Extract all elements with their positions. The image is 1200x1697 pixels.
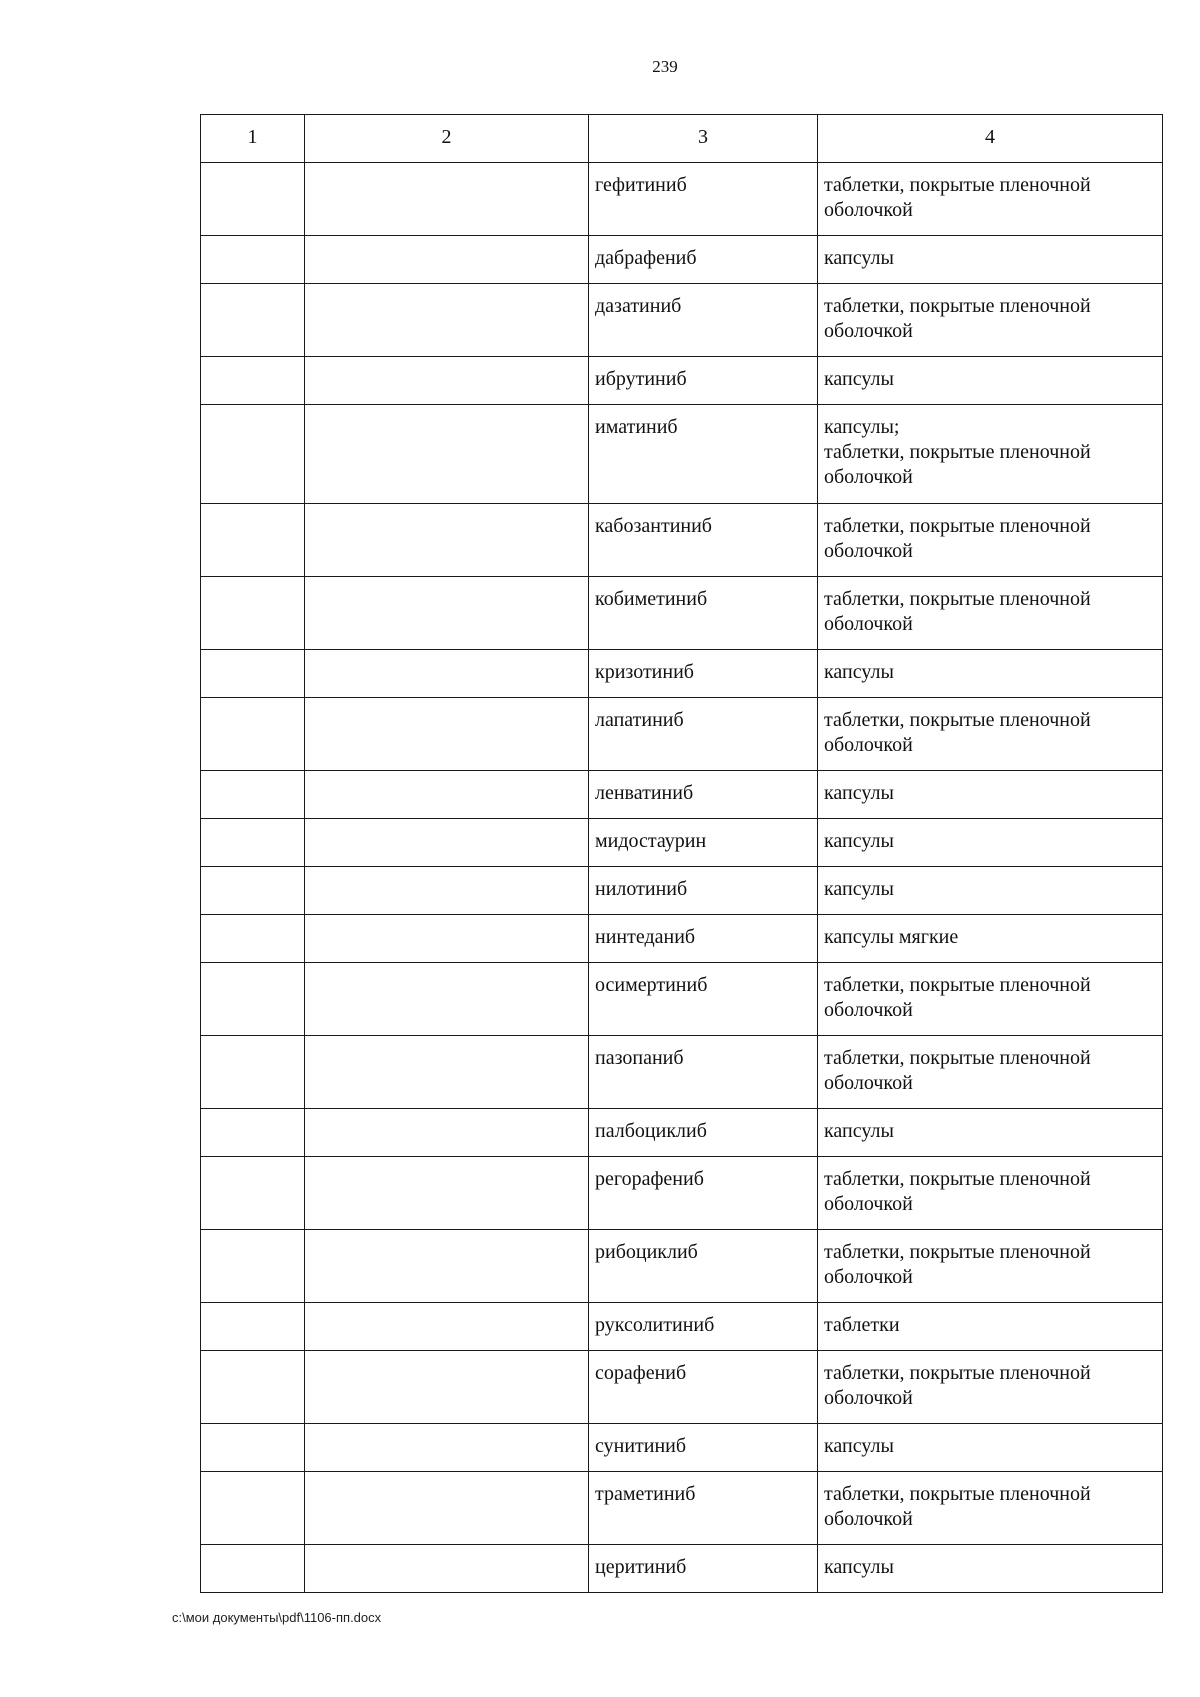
row-cell-col2 (305, 405, 589, 504)
table-row (201, 867, 1163, 915)
dosage-form-cell: капсулы (818, 771, 1163, 819)
table-row (201, 1351, 1163, 1424)
row-cell-col1 (201, 650, 305, 698)
dosage-form-cell: таблетки, покрытые пленочной оболочкой (818, 698, 1163, 771)
table-row (201, 1424, 1163, 1472)
drug-table (200, 114, 1163, 1593)
table-row (201, 163, 1163, 236)
table-row (201, 1230, 1163, 1303)
row-cell-col2 (305, 357, 589, 405)
table-body (201, 163, 1163, 1593)
row-cell-col1 (201, 163, 305, 236)
dosage-form-cell: таблетки, покрытые пленочной оболочкой (818, 1157, 1163, 1230)
drug-name-cell: гефитиниб (589, 163, 818, 236)
drug-name-cell: кобиметиниб (589, 577, 818, 650)
drug-name-cell: ленватиниб (589, 771, 818, 819)
drug-name-cell: нинтеданиб (589, 915, 818, 963)
row-cell-col2 (305, 1424, 589, 1472)
row-cell-col2 (305, 915, 589, 963)
row-cell-col2 (305, 650, 589, 698)
table-row (201, 577, 1163, 650)
column-header-1: 1 (201, 115, 305, 163)
table-row (201, 650, 1163, 698)
drug-name-cell: дабрафениб (589, 236, 818, 284)
column-header-3: 3 (589, 115, 818, 163)
table-row (201, 1303, 1163, 1351)
row-cell-col2 (305, 771, 589, 819)
drug-name-cell: мидостаурин (589, 819, 818, 867)
table-row (201, 819, 1163, 867)
row-cell-col1 (201, 236, 305, 284)
row-cell-col1 (201, 405, 305, 504)
dosage-form-cell: таблетки, покрытые пленочной оболочкой (818, 284, 1163, 357)
dosage-form-cell: таблетки, покрытые пленочной оболочкой (818, 963, 1163, 1036)
table-row (201, 504, 1163, 577)
row-cell-col1 (201, 1424, 305, 1472)
dosage-form-cell: таблетки, покрытые пленочной оболочкой (818, 1230, 1163, 1303)
table-header-row (201, 115, 1163, 163)
dosage-form-cell: капсулы (818, 1545, 1163, 1593)
drug-name-cell: траметиниб (589, 1472, 818, 1545)
row-cell-col1 (201, 698, 305, 771)
row-cell-col2 (305, 236, 589, 284)
drug-name-cell: сунитиниб (589, 1424, 818, 1472)
dosage-form-cell: капсулы (818, 1109, 1163, 1157)
row-cell-col2 (305, 577, 589, 650)
dosage-form-cell: таблетки, покрытые пленочной оболочкой (818, 163, 1163, 236)
table-row (201, 1157, 1163, 1230)
row-cell-col1 (201, 963, 305, 1036)
row-cell-col2 (305, 1230, 589, 1303)
row-cell-col2 (305, 1109, 589, 1157)
row-cell-col2 (305, 504, 589, 577)
dosage-form-cell: таблетки, покрытые пленочной оболочкой (818, 1472, 1163, 1545)
drug-name-cell: руксолитиниб (589, 1303, 818, 1351)
drug-name-cell: осимертиниб (589, 963, 818, 1036)
row-cell-col2 (305, 163, 589, 236)
table-row (201, 1472, 1163, 1545)
dosage-form-cell: капсулы (818, 867, 1163, 915)
footer-file-path: c:\мои документы\pdf\1106-пп.docx (172, 1610, 382, 1625)
row-cell-col2 (305, 1472, 589, 1545)
row-cell-col1 (201, 867, 305, 915)
drug-name-cell: иматиниб (589, 405, 818, 504)
dosage-form-cell: капсулы (818, 1424, 1163, 1472)
row-cell-col2 (305, 867, 589, 915)
table-row (201, 1109, 1163, 1157)
row-cell-col2 (305, 1303, 589, 1351)
row-cell-col1 (201, 819, 305, 867)
dosage-form-cell: капсулы (818, 357, 1163, 405)
row-cell-col1 (201, 1036, 305, 1109)
row-cell-col2 (305, 1545, 589, 1593)
drug-name-cell: дазатиниб (589, 284, 818, 357)
dosage-form-cell: капсулы; таблетки, покрытые пленочной оболочкой (818, 405, 1163, 504)
drug-name-cell: пазопаниб (589, 1036, 818, 1109)
column-header-2: 2 (305, 115, 589, 163)
dosage-form-cell: капсулы (818, 650, 1163, 698)
row-cell-col2 (305, 963, 589, 1036)
drug-name-cell: кризотиниб (589, 650, 818, 698)
row-cell-col1 (201, 1472, 305, 1545)
dosage-form-cell: капсулы (818, 819, 1163, 867)
column-header-4: 4 (818, 115, 1163, 163)
table-row (201, 698, 1163, 771)
dosage-form-cell: капсулы мягкие (818, 915, 1163, 963)
row-cell-col1 (201, 1109, 305, 1157)
dosage-form-cell: таблетки, покрытые пленочной оболочкой (818, 1351, 1163, 1424)
row-cell-col2 (305, 1351, 589, 1424)
dosage-form-cell: капсулы (818, 236, 1163, 284)
table-row (201, 236, 1163, 284)
row-cell-col2 (305, 1036, 589, 1109)
row-cell-col1 (201, 1545, 305, 1593)
table-row (201, 1036, 1163, 1109)
row-cell-col1 (201, 1303, 305, 1351)
row-cell-col1 (201, 915, 305, 963)
drug-name-cell: нилотиниб (589, 867, 818, 915)
drug-name-cell: церитиниб (589, 1545, 818, 1593)
drug-name-cell: кабозантиниб (589, 504, 818, 577)
row-cell-col1 (201, 284, 305, 357)
row-cell-col1 (201, 771, 305, 819)
dosage-form-cell: таблетки, покрытые пленочной оболочкой (818, 577, 1163, 650)
row-cell-col1 (201, 1230, 305, 1303)
row-cell-col1 (201, 1351, 305, 1424)
row-cell-col1 (201, 504, 305, 577)
table-row (201, 915, 1163, 963)
dosage-form-cell: таблетки, покрытые пленочной оболочкой (818, 1036, 1163, 1109)
page-number: 239 (652, 57, 678, 76)
row-cell-col2 (305, 698, 589, 771)
row-cell-col2 (305, 284, 589, 357)
drug-name-cell: ибрутиниб (589, 357, 818, 405)
drug-name-cell: лапатиниб (589, 698, 818, 771)
dosage-form-cell: таблетки, покрытые пленочной оболочкой (818, 504, 1163, 577)
row-cell-col1 (201, 577, 305, 650)
row-cell-col1 (201, 1157, 305, 1230)
row-cell-col1 (201, 357, 305, 405)
drug-name-cell: рибоциклиб (589, 1230, 818, 1303)
drug-name-cell: регорафениб (589, 1157, 818, 1230)
table-row (201, 357, 1163, 405)
table-row (201, 1545, 1163, 1593)
drug-name-cell: сорафениб (589, 1351, 818, 1424)
table-row (201, 963, 1163, 1036)
drug-name-cell: палбоциклиб (589, 1109, 818, 1157)
dosage-form-cell: таблетки (818, 1303, 1163, 1351)
table-row (201, 405, 1163, 504)
row-cell-col2 (305, 1157, 589, 1230)
table-row (201, 771, 1163, 819)
row-cell-col2 (305, 819, 589, 867)
table-row (201, 284, 1163, 357)
